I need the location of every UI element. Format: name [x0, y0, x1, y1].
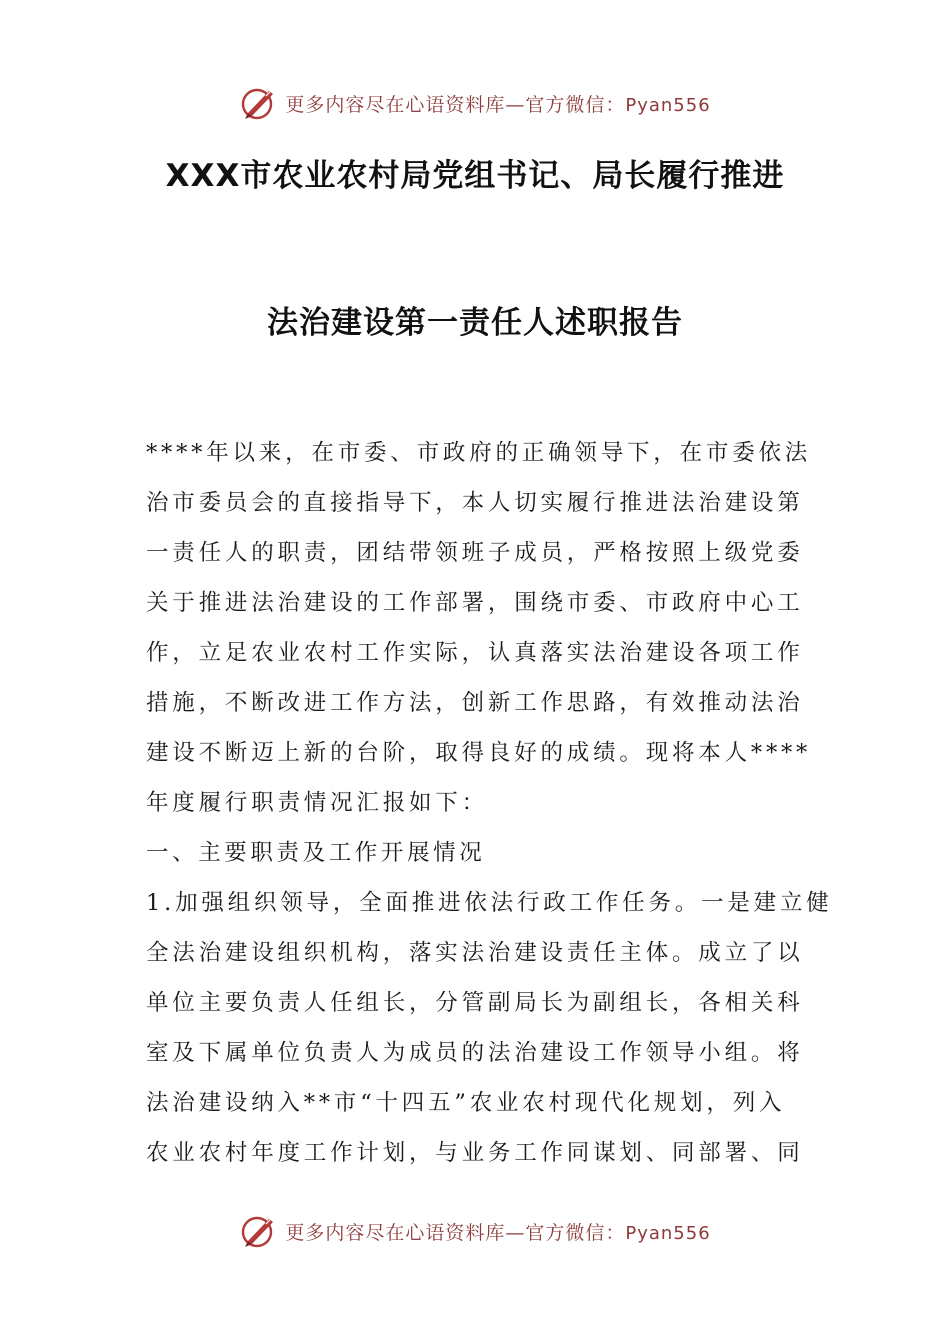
body-line: 建设不断迈上新的台阶，取得良好的成绩。现将本人****: [146, 740, 812, 766]
pen-circle-icon: [239, 1211, 279, 1251]
wechat-id: Pyan556: [625, 94, 711, 116]
header-banner: [0, 78, 950, 128]
body-line: 单位主要负责人任组长，分管副局长为副组长，各相关科: [146, 990, 804, 1016]
body-line: 全法治建设组织机构，落实法治建设责任主体。成立了以: [146, 940, 804, 966]
document-title-line-2: 法治建设第一责任人述职报告: [267, 305, 683, 341]
body-line: 关于推进法治建设的工作部署，围绕市委、市政府中心工: [146, 590, 804, 616]
body-line: 作，立足农业农村工作实际，认真落实法治建设各项工作: [146, 640, 804, 666]
body-line: 农业农村年度工作计划，与业务工作同谋划、同部署、同: [146, 1140, 804, 1166]
body-line: 年度履行职责情况汇报如下：: [146, 790, 488, 816]
section-heading: 一、主要职责及工作开展情况: [146, 840, 486, 866]
body-line: ****年以来，在市委、市政府的正确领导下，在市委依法: [146, 440, 812, 466]
banner-text: 更多内容尽在心语资料库—官方微信：Pyan556: [285, 1221, 711, 1244]
body-line: 措施，不断改进工作方法，创新工作思路，有效推动法治: [146, 690, 804, 716]
document-body: [146, 428, 833, 1178]
body-line: 法治建设纳入**市“十四五”农业农村现代化规划，列入: [146, 1090, 786, 1116]
body-line: 室及下属单位负责人为成员的法治建设工作领导小组。将: [146, 1040, 804, 1066]
pen-circle-icon: [239, 83, 279, 123]
body-line: 1.加强组织领导，全面推进依法行政工作任务。一是建立健: [146, 890, 833, 916]
wechat-id: Pyan556: [625, 1222, 711, 1244]
document-title-line-1: XXX市农业农村局党组书记、局长履行推进: [165, 158, 785, 194]
banner-text: 更多内容尽在心语资料库—官方微信：Pyan556: [285, 93, 711, 116]
body-line: 治市委员会的直接指导下，本人切实履行推进法治建设第: [146, 490, 804, 516]
footer-banner: [0, 1206, 950, 1256]
body-line: 一责任人的职责，团结带领班子成员，严格按照上级党委: [146, 540, 804, 566]
